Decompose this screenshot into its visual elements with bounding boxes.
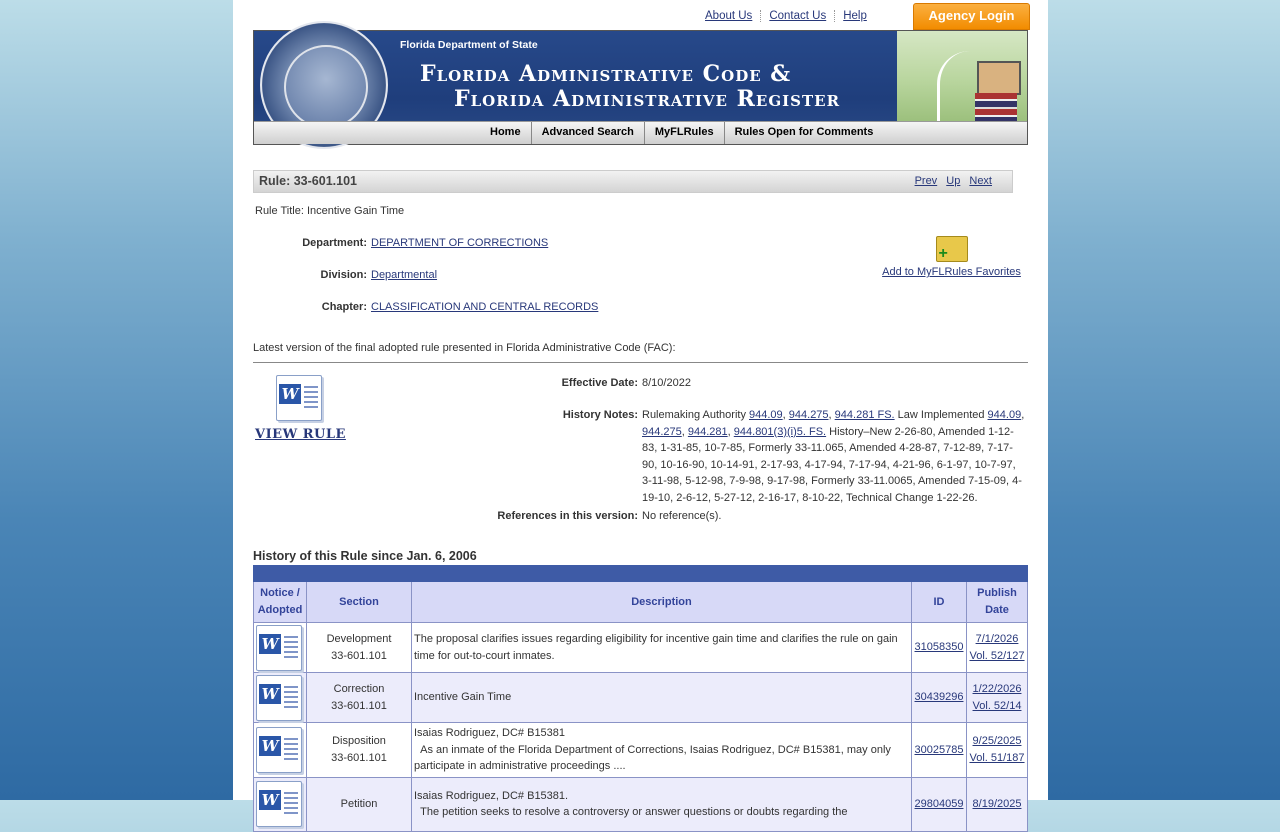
row-date-link[interactable]: 9/25/2025 xyxy=(972,735,1022,748)
department-row xyxy=(253,237,548,249)
col-publish-date: Publish Date xyxy=(967,582,1028,623)
word-document-icon[interactable]: W xyxy=(256,781,302,827)
chapter-label: Chapter: xyxy=(321,301,367,313)
contact-us-link[interactable]: Contact Us xyxy=(761,10,835,22)
law-link-2[interactable]: 944.275 xyxy=(642,425,682,438)
row-id-link[interactable]: 30025785 xyxy=(914,743,964,756)
row-vol-link[interactable]: Vol. 52/14 xyxy=(972,699,1022,712)
col-description: Description xyxy=(412,582,912,623)
history-table xyxy=(253,565,1028,832)
nav-rules-open-for-comments[interactable]: Rules Open for Comments xyxy=(734,126,874,138)
references-label: References in this version: xyxy=(497,510,638,522)
divider xyxy=(253,362,1028,363)
law-link-4[interactable]: 944.801(3)(i)5. FS. xyxy=(733,425,827,438)
word-document-icon[interactable]: W xyxy=(256,727,302,773)
main-nav xyxy=(254,121,1027,144)
word-document-icon[interactable]: W xyxy=(256,675,302,721)
word-document-icon[interactable]: W xyxy=(276,375,322,421)
nav-myflrules[interactable]: MyFLRules xyxy=(645,122,725,144)
authority-link-2[interactable]: 944.275 xyxy=(788,409,829,421)
row-id-link[interactable]: 31058350 xyxy=(914,641,964,654)
references-value: No reference(s). xyxy=(642,510,722,522)
rule-title: Rule Title: Incentive Gain Time xyxy=(255,205,405,217)
division-label: Division: xyxy=(320,269,367,281)
row-date-link[interactable]: 7/1/2026 xyxy=(975,633,1019,645)
rule-header-bar xyxy=(253,170,1013,193)
agency-login-button[interactable]: Agency Login xyxy=(913,3,1030,30)
col-id: ID xyxy=(912,582,967,623)
site-title-line1: Florida Administrative Code & xyxy=(420,61,792,87)
help-link[interactable]: Help xyxy=(843,10,867,22)
folder-add-icon[interactable]: + xyxy=(936,236,968,262)
division-row xyxy=(253,269,437,281)
site-banner xyxy=(253,30,1028,145)
table-row: W Development 33-601.101 The proposal clarifies issues regarding eligibility for incentive gain time and clarifies the rule on gain time for out-to-court inmates. 31058350 7/1/2026 Vol. 52/127 xyxy=(254,623,1028,673)
next-link[interactable]: Next xyxy=(969,175,992,187)
law-link-3[interactable]: 944.281 xyxy=(687,425,728,438)
col-notice-adopted: Notice / Adopted xyxy=(254,582,307,623)
favorites-block xyxy=(879,236,1024,278)
up-link[interactable]: Up xyxy=(946,175,961,187)
page-container xyxy=(233,0,1048,818)
department-label: Department: xyxy=(302,237,367,249)
chapter-row xyxy=(253,301,598,313)
table-row: W Correction 33-601.101 Incentive Gain Time 30439296 1/22/2026 Vol. 52/14 xyxy=(254,673,1028,723)
add-favorites-link[interactable]: Add to MyFLRules Favorites xyxy=(882,266,1021,278)
history-notes-label: History Notes: xyxy=(562,409,638,421)
effective-date-label: Effective Date: xyxy=(561,377,638,389)
history-notes-value: Rulemaking Authority 944.09, 944.275, 944.281 FS. Law Implemented 944.09, 944.275, 944.281, 944.801(3)(i)5. FS. History–New 2-26-80, Amended 1-12-83, 1-31-85, 10-7-85, Formerly 33-11.065, Amended 4-28-87, 7-12-89, 7-17-90, 10-16-90, 10-14-91, 2-17-93, 4-17-94, 7-17-94, 4-21-96, 6-1-97, 10-7-97, 3-11-98, 5-12-98, 7-9-98, 9-17-98, Formerly 33-11.0065, Amended 7-15-09, 4-19-10, 2-6-12, 5-27-12, 2-16-17, 8-10-22, Technical Change 1-22-26. xyxy=(642,409,1025,504)
nav-home[interactable]: Home xyxy=(480,122,532,144)
about-us-link[interactable]: About Us xyxy=(697,10,761,22)
history-table-header xyxy=(254,582,1028,623)
nav-advanced-search[interactable]: Advanced Search xyxy=(532,122,645,144)
rule-pager xyxy=(909,175,992,187)
row-date-link[interactable]: 8/19/2025 xyxy=(972,797,1022,810)
division-link[interactable]: Departmental xyxy=(371,269,438,281)
row-id-link[interactable]: 30439296 xyxy=(914,691,964,704)
table-row: W Petition Isaias Rodriguez, DC# B15381. The petition seeks to resolve a controversy or answer questions or doubts regarding the 29804059 8/19/2025 xyxy=(254,777,1028,831)
table-row: W Disposition 33-601.101 Isaias Rodriguez, DC# B15381 As an inmate of the Florida Department of Corrections, Isaias Rodriguez, DC# B15381, may only participate in administrative proceedings .... 30025785 9/25/2025 Vol. 51/187 xyxy=(254,723,1028,778)
word-document-icon[interactable]: W xyxy=(256,625,302,671)
rule-number: Rule: 33-601.101 xyxy=(259,174,357,188)
law-link-1[interactable]: 944.09 xyxy=(987,409,1022,421)
row-vol-link[interactable]: Vol. 52/127 xyxy=(969,649,1025,662)
effective-date-value: 8/10/2022 xyxy=(642,377,691,389)
latest-version-text: Latest version of the final adopted rule presented in Florida Administrative Code (FAC): xyxy=(253,342,676,354)
view-rule-link[interactable]: VIEW RULE xyxy=(255,427,346,442)
authority-link-1[interactable]: 944.09 xyxy=(749,409,783,421)
site-title-line2: Florida Administrative Register xyxy=(454,86,841,112)
authority-link-3[interactable]: 944.281 FS. xyxy=(834,409,895,421)
prev-link[interactable]: Prev xyxy=(914,175,938,187)
view-rule-block[interactable] xyxy=(255,375,346,442)
col-section: Section xyxy=(307,582,412,623)
chapter-link[interactable]: CLASSIFICATION AND CENTRAL RECORDS xyxy=(371,301,599,313)
row-date-link[interactable]: 1/22/2026 xyxy=(972,683,1022,695)
top-links xyxy=(697,10,875,22)
history-heading: History of this Rule since Jan. 6, 2006 xyxy=(253,549,477,563)
row-id-link[interactable]: 29804059 xyxy=(914,797,964,810)
department-link[interactable]: DEPARTMENT OF CORRECTIONS xyxy=(371,237,549,249)
row-vol-link[interactable]: Vol. 51/187 xyxy=(969,751,1025,764)
dept-small-title: Florida Department of State xyxy=(400,39,538,51)
